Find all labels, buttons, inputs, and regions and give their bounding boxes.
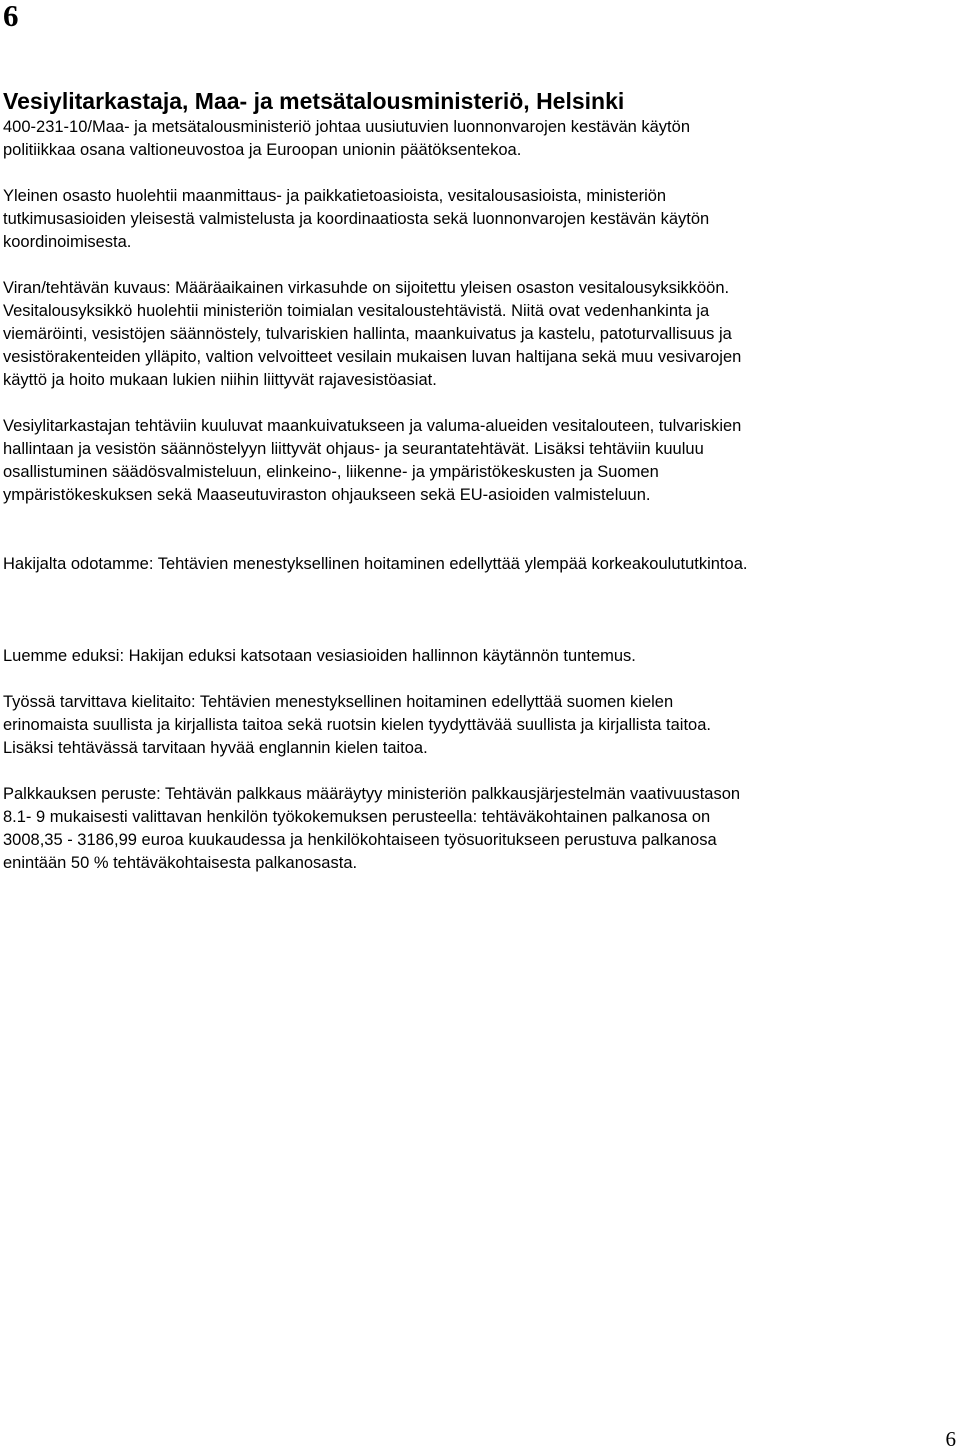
text-line: vesistörakenteiden ylläpito, valtion velvoitteet vesilain mukaisen luvan haltijana sekä muu vesivarojen (3, 348, 742, 366)
text-line: koordinoimisesta. (3, 233, 132, 251)
text-line: 8.1- 9 mukaisesti valittavan henkilön työkokemuksen perusteella: tehtäväkohtainen palkanosa on (3, 808, 711, 826)
text-line: Vesitalousyksikkö huolehtii ministeriön toimialan vesitaloustehtävistä. Niitä ovat vedenhankinta ja (3, 302, 710, 320)
text-line: tutkimusasioiden yleisestä valmistelusta ja koordinaatiosta sekä luonnonvarojen kestävän käytön (3, 210, 710, 228)
page-number-bottom: 6 (945, 1427, 956, 1451)
intro-paragraph (3, 116, 953, 162)
text-line: 3008,35 - 3186,99 euroa kuukaudessa ja henkilökohtaiseen työsuoritukseen perustuva palkanosa (3, 831, 717, 849)
text-line: viemäröinti, vesistöjen säännöstely, tulvariskien hallinta, maankuivatus ja kastelu, patoturvallisuus ja (3, 325, 732, 343)
page-number-top: 6 (3, 0, 19, 33)
position-description-paragraph (3, 277, 953, 392)
text-line: politiikkaa osana valtioneuvostoa ja Euroopan unionin päätöksentekoa. (3, 141, 522, 159)
text-line: Luemme eduksi: Hakijan eduksi katsotaan vesiasioiden hallinnon käytännön tuntemus. (3, 647, 636, 665)
requirements-paragraph (3, 553, 953, 576)
job-title-heading: Vesiylitarkastaja, Maa- ja metsätalousministeriö, Helsinki (3, 88, 625, 114)
document-body (3, 86, 953, 875)
text-line: Viran/tehtävän kuvaus: Määräaikainen virkasuhde on sijoitettu yleisen osaston vesitalousyksikköön. (3, 279, 730, 297)
text-line: Yleinen osasto huolehtii maanmittaus- ja paikkatietoasioista, vesitalousasioista, ministeriön (3, 187, 667, 205)
text-line: Hakijalta odotamme: Tehtävien menestyksellinen hoitaminen edellyttää ylempää korkeakoulututkintoa. (3, 555, 748, 573)
text-line: hallintaan ja vesistön säännöstelyyn liittyvät ohjaus- ja seurantatehtävät. Lisäksi tehtäviin kuuluu (3, 440, 704, 458)
text-line: enintään 50 % tehtäväkohtaisesta palkanosasta. (3, 854, 358, 872)
text-line: käyttö ja hoito mukaan lukien niihin liittyvät rajavesistöasiat. (3, 371, 437, 389)
advantages-paragraph (3, 645, 953, 668)
text-line: ympäristökeskuksen sekä Maaseutuviraston ohjaukseen sekä EU-asioiden valmisteluun. (3, 486, 651, 504)
language-skills-paragraph (3, 691, 953, 760)
text-line: Työssä tarvittava kielitaito: Tehtävien menestyksellinen hoitaminen edellyttää suomen kielen (3, 693, 674, 711)
department-paragraph (3, 185, 953, 254)
duties-paragraph (3, 415, 953, 507)
text-line: osallistuminen säädösvalmisteluun, elinkeino-, liikenne- ja ympäristökeskusten ja Suomen (3, 463, 659, 481)
text-line: 400-231-10/Maa- ja metsätalousministeriö johtaa uusiutuvien luonnonvarojen kestävän käytön (3, 118, 690, 136)
text-line: Palkkauksen peruste: Tehtävän palkkaus määräytyy ministeriön palkkausjärjestelmän vaativuustason (3, 785, 741, 803)
text-line: Lisäksi tehtävässä tarvitaan hyvää englannin kielen taitoa. (3, 739, 428, 757)
text-line: Vesiylitarkastajan tehtäviin kuuluvat maankuivatukseen ja valuma-alueiden vesitalouteen, tulvariskien (3, 417, 742, 435)
salary-paragraph (3, 783, 953, 875)
text-line: erinomaista suullista ja kirjallista taitoa sekä ruotsin kielen tyydyttävää suullista ja kirjallista taitoa. (3, 716, 711, 734)
